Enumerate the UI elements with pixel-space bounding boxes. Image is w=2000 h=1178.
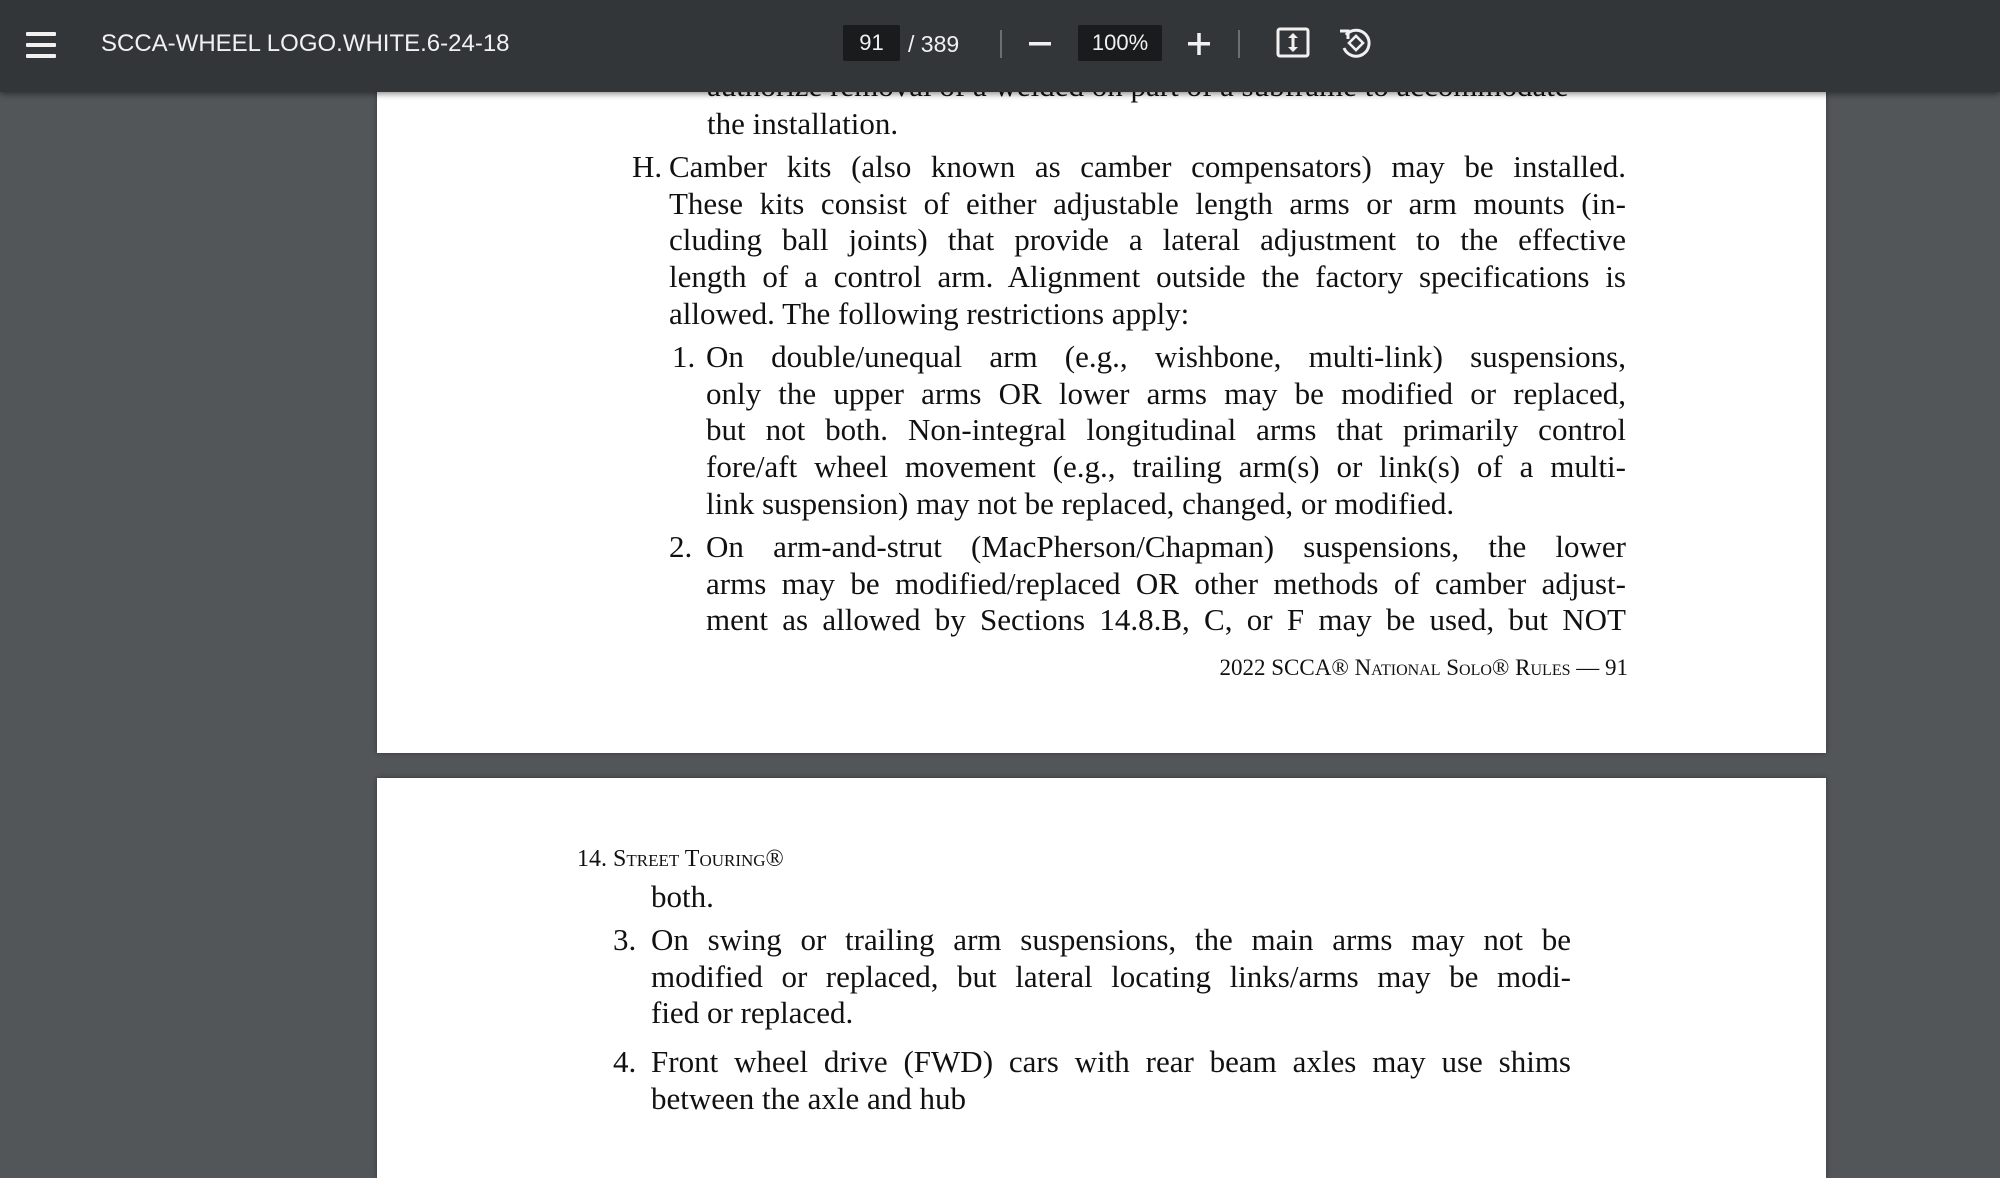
list-marker: 1.	[672, 339, 696, 374]
page-header: 14. Street Touring®	[577, 846, 784, 872]
toolbar-divider	[1238, 30, 1240, 58]
text-line: both.	[651, 879, 714, 914]
text-line: fied or replaced.	[651, 995, 854, 1031]
list-item-h	[669, 149, 1626, 332]
page-footer: 2022 SCCA® National Solo® Rules — 91	[1219, 655, 1628, 680]
rotate-icon[interactable]	[1334, 21, 1378, 65]
list-item-3	[651, 922, 1571, 1032]
text-line: fore/aft wheel movement (e.g., trailing arm(s) or link(s) of a multi-	[706, 449, 1626, 485]
list-marker: 3.	[613, 922, 637, 957]
pdf-page-91	[377, 0, 1826, 753]
list-item-2	[706, 529, 1626, 639]
text-line: On swing or trailing arm suspensions, the main arms may not be	[651, 922, 1571, 957]
text-line: but not both. Non-integral longitudinal arms that primarily control	[706, 412, 1626, 448]
text-line: These kits consist of either adjustable length arms or arm mounts (in-	[669, 185, 1626, 221]
zoom-in-icon[interactable]	[1177, 22, 1221, 66]
text-line: allowed. The following restrictions apply:	[669, 295, 1190, 331]
text-line: link suspension) may not be replaced, changed, or modified.	[706, 485, 1455, 521]
menu-icon[interactable]	[20, 24, 62, 66]
text-line: On arm-and-strut (MacPherson/Chapman) suspensions, the lower	[706, 529, 1626, 564]
list-item-4	[651, 1044, 1571, 1117]
zoom-level-input[interactable]	[1078, 25, 1162, 61]
page-number-input[interactable]	[843, 25, 900, 61]
text-line: arms may be modified/replaced OR other methods of camber adjust-	[706, 565, 1626, 601]
list-item-1	[706, 339, 1626, 522]
zoom-out-icon[interactable]	[1018, 22, 1062, 66]
text-line: Front wheel drive (FWD) cars with rear beam axles may use shims	[651, 1044, 1571, 1079]
toolbar-divider	[1000, 30, 1002, 58]
list-marker: 2.	[669, 529, 693, 564]
text-line: modified or replaced, but lateral locating links/arms may be modi-	[651, 958, 1571, 994]
text-line: Camber kits (also known as camber compensators) may be installed.	[669, 149, 1626, 184]
pdf-toolbar	[0, 0, 2000, 92]
page-total: / 389	[908, 31, 960, 57]
fit-page-icon[interactable]	[1271, 21, 1315, 65]
text-line: between the axle and hub	[651, 1080, 967, 1116]
text-line: On double/unequal arm (e.g., wishbone, multi-link) suspensions,	[706, 339, 1626, 374]
document-title: SCCA-WHEEL LOGO.WHITE.6-24-18	[101, 30, 510, 57]
text-line: cluding ball joints) that provide a lateral adjustment to the effective	[669, 222, 1626, 258]
text-line: ment as allowed by Sections 14.8.B, C, or F may be used, but NOT	[706, 602, 1626, 638]
text-line: only the upper arms OR lower arms may be modified or replaced,	[706, 375, 1626, 411]
list-marker: 4.	[613, 1044, 637, 1079]
pdf-page-92	[377, 778, 1826, 1178]
list-marker: H.	[632, 149, 663, 184]
text-line: the installation.	[707, 106, 899, 141]
text-line: length of a control arm. Alignment outside the factory specifications is	[669, 259, 1626, 295]
